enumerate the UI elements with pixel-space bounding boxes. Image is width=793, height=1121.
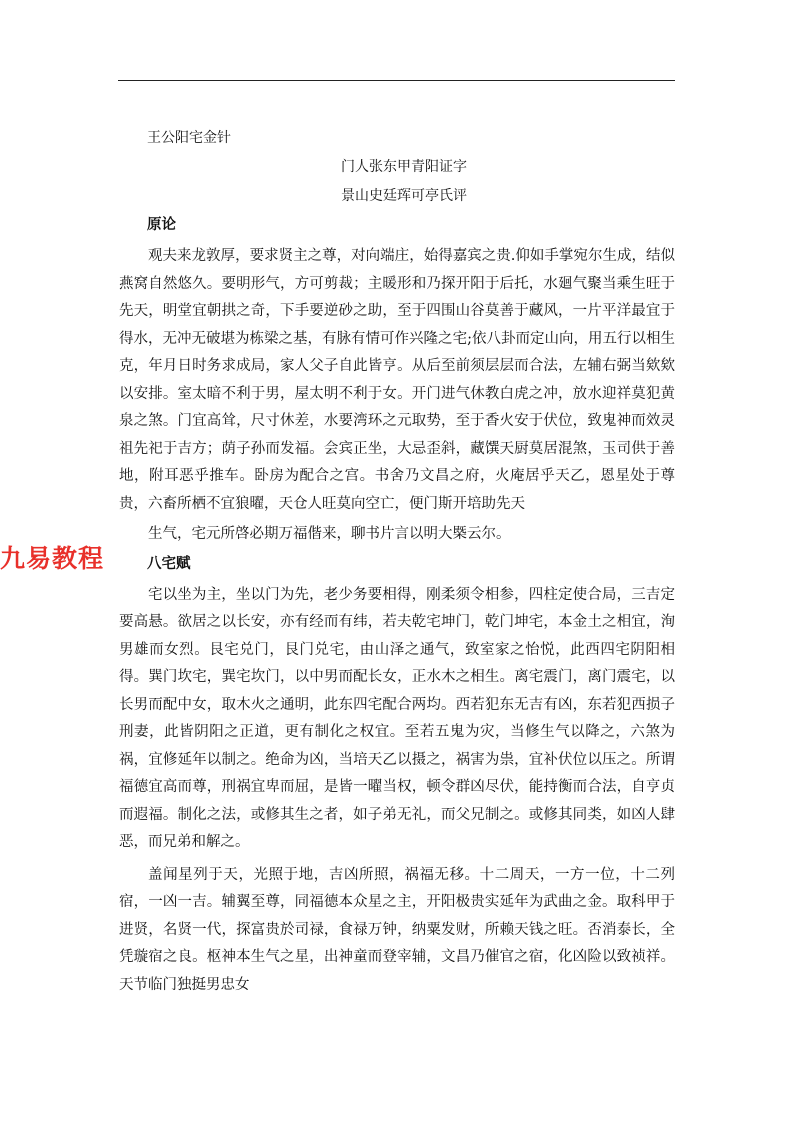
section-heading-yuanlun: 原论 (147, 217, 176, 233)
section-heading-bazhaifu: 八宅赋 (147, 555, 191, 572)
section-paragraph: 生气，宅元所啓必期万福偕来，聊书片言以明大槩云尔。 (148, 526, 511, 542)
section-paragraph: 观夫来龙敦厚，要求贤主之尊，对向端庄，始得嘉宾之贵.仰如手掌宛尔生成，结似燕窝自然悠久。要明形气，方可剪裁；主暖形和乃探开阳于后托，水廻气聚当乘生旺于先天，明堂宜朝拱之奇，下手要逆砂之助，至于四围山谷莫善于藏风，一片平洋最宜于得水，无冲无破堪为栋梁之基，有脉有情可作兴隆之宅;依八卦而定山向，用五行以相生克，年月日时务求成局，家人父子自此皆亨。从后至前须层层而合法，左辅右弼当欸欸以安排。室太暗不利于男，屋太明不利于女。开门进气休教白虎之冲，放水迎祥莫犯黄泉之煞。门宜高耸，尺寸休差，水要湾环之元取势，至于香火安于伏位，致鬼神而效灵祖先祀于吉方；荫子孙而发福。会宾正坐，大忌歪斜，藏馔天厨莫居混煞，玉司供于善地，附耳恶乎推车。卧房为配合之宫。书舍乃文昌之府，火庵居乎天乙，恩星处于尊贵，六畜所栖不宜狼曜，天仓人旺莫向空亡，便门斯开培助先天 (119, 248, 675, 512)
byline-editor: 门人张东甲青阳证字 (341, 159, 467, 175)
document-title: 王公阳宅金针 (147, 130, 231, 146)
watermark-logo: 九易教程 (0, 544, 105, 573)
byline-commentator: 景山史廷珲可亭氏评 (341, 188, 467, 204)
document-body (119, 128, 675, 1004)
header-rule (118, 80, 675, 81)
section-paragraph: 盖闻星列于天，光照于地，吉凶所照，祸福无移。十二周天，一方一位，十二列宿，一凶一吉。辅翼至尊，同福德本众星之主，开阳极贵实延年为武曲之金。取科甲于进贤，名贤一代，探富贵於司禄，食禄万钟，纳粟发财，所赖天钱之旺。否消泰长，全凭璇宿之良。枢神本生气之星，出神童而登宰辅，文昌乃催官之宿，化凶险以致祯祥。天节临门独挺男忠女 (119, 866, 675, 993)
section-paragraph: 宅以坐为主，坐以门为先，老少务要相得，刚柔须令相参，四柱定使合局，三吉定要高悬。欲居之以长安，亦有经而有纬，若夫乾宅坤门，乾门坤宅，本金土之相宜，洵男雄而女烈。艮宅兑门，艮门兑宅，由山泽之通气，致室家之怡悦，此西四宅阴阳相得。巽门坎宅，巽宅坎门，以中男而配长女，正水木之相生。离宅震门，离门震宅，以长男而配中女，取木火之通明，此东四宅配合两均。西若犯东无吉有凶，东若犯西损子刑妻，此皆阴阳之正道，更有制化之权宜。至若五鬼为灾，当修生气以降之，六煞为祸，宜修延年以制之。绝命为凶，当培天乙以摄之，祸害为祟，宜补伏位以压之。所谓福德宜高而尊，刑祸宜卑而屈，是皆一曜当权，顿令群凶尽伏，能持衡而合法，自亨贞而遐福。制化之法，或修其生之者，如子弟无礼，而父兄制之。或修其同类，如凶人肆恶，而兄弟和解之。 (119, 586, 675, 850)
